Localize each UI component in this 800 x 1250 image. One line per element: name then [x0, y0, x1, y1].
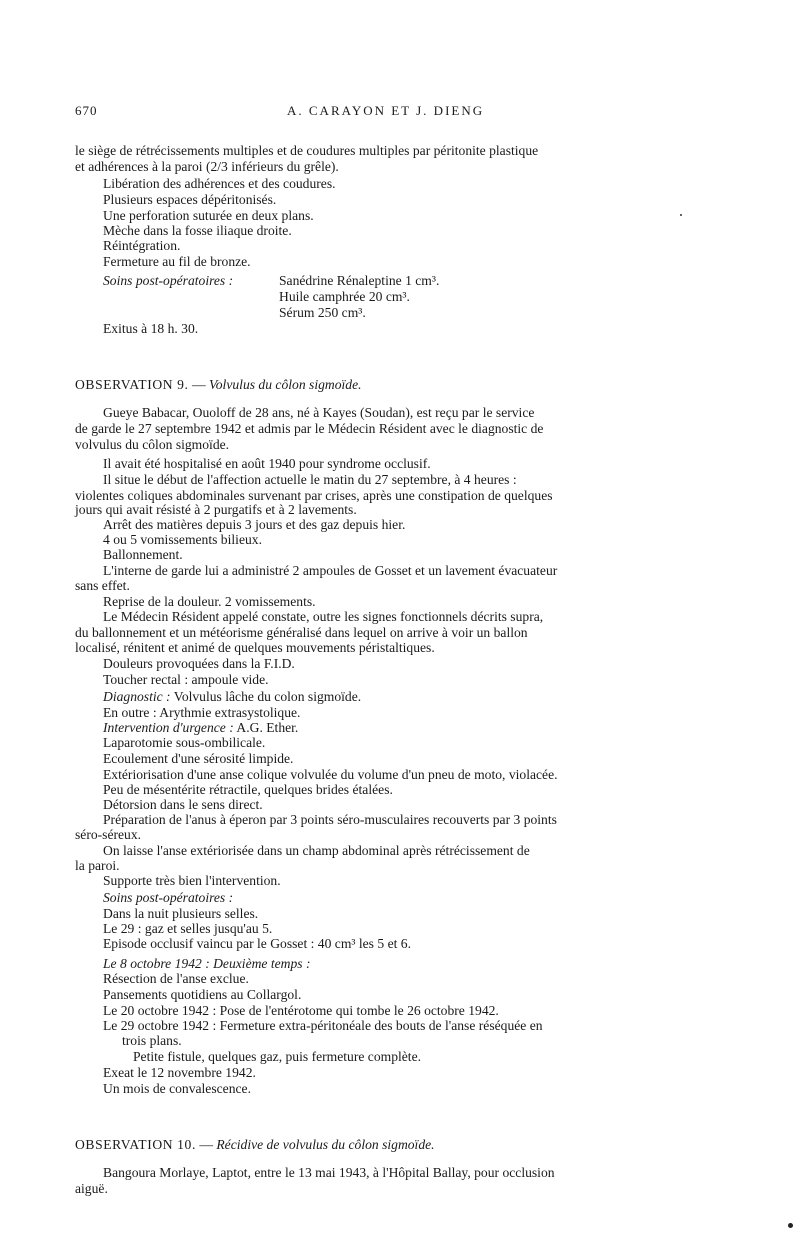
text-line: Extériorisation d'une anse colique volvulée du volume d'un pneu de moto, violacée.: [103, 767, 558, 782]
text-line: Peu de mésentérite rétractile, quelques brides étalées.: [103, 782, 393, 797]
soins-item: Sanédrine Rénaleptine 1 cm³.: [279, 273, 440, 288]
text-line: jours qui avait résisté à 2 purgatifs et à 2 lavements.: [75, 502, 357, 517]
text-line: Le Médecin Résident appelé constate, outre les signes fonctionnels décrits supra,: [103, 609, 544, 624]
text-line: Un mois de convalescence.: [103, 1081, 251, 1096]
text-line: séro-séreux.: [75, 827, 142, 842]
text-line: Résection de l'anse exclue.: [103, 971, 249, 986]
text-line: Libération des adhérences et des coudures.: [103, 176, 336, 191]
text-line: Plusieurs espaces dépéritonisés.: [103, 192, 277, 207]
page-mark: [788, 1223, 793, 1228]
text-line: Petite fistule, quelques gaz, puis fermeture complète.: [133, 1049, 422, 1064]
text-line: Ballonnement.: [103, 547, 183, 562]
soins-label: Soins post-opératoires :: [103, 273, 234, 288]
text-line: Dans la nuit plusieurs selles.: [103, 906, 259, 921]
running-authors: A. CARAYON ET J. DIENG: [287, 103, 485, 118]
text-line: Reprise de la douleur. 2 vomissements.: [103, 594, 316, 609]
text-line: sans effet.: [75, 578, 130, 593]
text-line: Le 29 octobre 1942 : Fermeture extra-péritonéale des bouts de l'anse réséquée en: [103, 1018, 543, 1033]
text-line: Fermeture au fil de bronze.: [103, 254, 251, 269]
text-line: Une perforation suturée en deux plans.: [103, 208, 314, 223]
text-line: volvulus du côlon sigmoïde.: [75, 437, 230, 452]
text-line: Douleurs provoquées dans la F.I.D.: [103, 656, 295, 671]
soins-item: Sérum 250 cm³.: [279, 305, 366, 320]
text-line: Bangoura Morlaye, Laptot, entre le 13 mai 1943, à l'Hôpital Ballay, pour occlusion: [103, 1165, 555, 1180]
text-line: En outre : Arythmie extrasystolique.: [103, 705, 301, 720]
text-line: violentes coliques abdominales survenant par crises, après une constipation de quelques: [75, 488, 553, 503]
soins-label: Soins post-opératoires :: [103, 890, 234, 905]
text-line: Toucher rectal : ampoule vide.: [103, 672, 269, 687]
text-line: de garde le 27 septembre 1942 et admis par le Médecin Résident avec le diagnostic de: [75, 421, 544, 436]
heading-dash: —: [191, 377, 206, 392]
second-time-heading: Le 8 octobre 1942 : Deuxième temps :: [103, 956, 311, 971]
observation-heading: [75, 1137, 435, 1153]
text-line: Le 29 : gaz et selles jusqu'au 5.: [103, 921, 273, 936]
text-line: Préparation de l'anus à éperon par 3 points séro-musculaires recouverts par 3 points: [103, 812, 557, 827]
text-line: Mèche dans la fosse iliaque droite.: [103, 223, 292, 238]
soins-item: Huile camphrée 20 cm³.: [279, 289, 410, 304]
text-line: L'interne de garde lui a administré 2 ampoules de Gosset et un lavement évacuateur: [103, 563, 558, 578]
text-line: localisé, rénitent et animé de quelques mouvements péristaltiques.: [75, 640, 435, 655]
text-line: la paroi.: [75, 858, 120, 873]
text-line: On laisse l'anse extériorisée dans un champ abdominal après rétrécissement de: [103, 843, 530, 858]
observation-number: OBSERVATION 9.: [75, 377, 189, 392]
text-line: Ecoulement d'une sérosité limpide.: [103, 751, 294, 766]
diagnostic-label: Diagnostic :: [103, 689, 171, 704]
observation-title: Volvulus du côlon sigmoïde.: [208, 377, 362, 392]
text-line: Pansements quotidiens au Collargol.: [103, 987, 302, 1002]
heading-dash: —: [199, 1137, 213, 1152]
text-line: du ballonnement et un météorisme généralisé dans lequel on arrive à voir un ballon: [75, 625, 528, 640]
text-line: Laparotomie sous-ombilicale.: [103, 735, 266, 750]
text-line: Réintégration.: [103, 238, 181, 253]
text-line: Il situe le début de l'affection actuelle le matin du 27 septembre, à 4 heures :: [103, 472, 517, 487]
diagnostic-text: Volvulus lâche du colon sigmoïde.: [173, 689, 362, 704]
observation-number: OBSERVATION 10.: [75, 1137, 196, 1152]
text-line: 4 ou 5 vomissements bilieux.: [103, 532, 262, 547]
intervention-label: Intervention d'urgence :: [103, 720, 234, 735]
text-line: Supporte très bien l'intervention.: [103, 873, 281, 888]
text-line: Episode occlusif vaincu par le Gosset : 40 cm³ les 5 et 6.: [103, 936, 411, 951]
text-line: le siège de rétrécissements multiples et de coudures multiples par péritonite plastique: [75, 143, 539, 158]
text-line: et adhérences à la paroi (2/3 inférieurs du grêle).: [75, 159, 339, 174]
text-line: Il avait été hospitalisé en août 1940 pour syndrome occlusif.: [103, 456, 431, 471]
text-line: Gueye Babacar, Ouoloff de 28 ans, né à Kayes (Soudan), est reçu par le service: [103, 405, 535, 420]
text-line: Arrêt des matières depuis 3 jours et des gaz depuis hier.: [103, 517, 406, 532]
stray-mark: [680, 214, 682, 216]
text-line: aiguë.: [75, 1181, 108, 1196]
text-line: Exeat le 12 novembre 1942.: [103, 1065, 256, 1080]
text-line: Détorsion dans le sens direct.: [103, 797, 263, 812]
text-line: trois plans.: [122, 1033, 182, 1048]
page-number: 670: [75, 103, 98, 118]
observation-title: Récidive de volvulus du côlon sigmoïde.: [216, 1137, 435, 1152]
diagnostic-line: [103, 689, 361, 705]
observation-heading: [75, 377, 362, 393]
exitus-line: Exitus à 18 h. 30.: [103, 321, 199, 336]
intervention-line: [103, 720, 298, 736]
text-line: Le 20 octobre 1942 : Pose de l'entérotome qui tombe le 26 octobre 1942.: [103, 1003, 499, 1018]
intervention-text: A.G. Ether.: [236, 720, 299, 735]
